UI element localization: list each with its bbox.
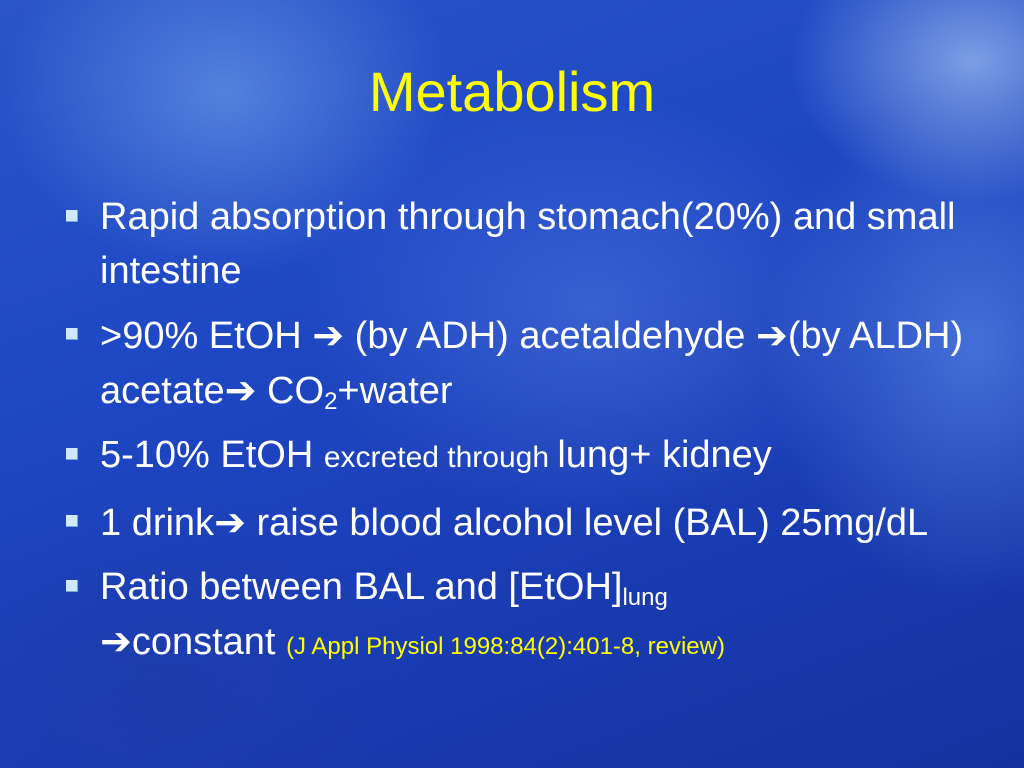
bullet-text: constant	[131, 621, 287, 663]
bullet-text: CO	[256, 370, 325, 412]
bullet-ratio	[62, 560, 982, 674]
bullet-text: 5-10% EtOH	[100, 434, 324, 476]
bullet-text: Rapid absorption through stomach(20%) and small intestine	[100, 196, 956, 292]
subscript: lung	[622, 584, 668, 611]
bullet-marker-icon	[66, 580, 78, 592]
bullet-text: Ratio between BAL and [EtOH]	[100, 566, 623, 608]
arrow-right-icon: ➔	[214, 500, 246, 544]
bullet-text: +water	[337, 370, 453, 412]
bullet-text: >90% EtOH	[100, 315, 313, 357]
bullet-marker-icon	[66, 448, 78, 460]
bullet-text: raise blood alcohol level (BAL) 25mg/dL	[245, 502, 929, 544]
bullet-text: (by ALDH) acetate	[100, 315, 964, 412]
bullet-oxidation	[62, 308, 982, 418]
arrow-right-icon: ➔	[100, 619, 132, 663]
arrow-right-icon: ➔	[224, 368, 257, 412]
bullet-text: (by ADH) acetaldehyde	[344, 315, 756, 357]
bullet-marker-icon	[66, 210, 78, 222]
slide-title: Metabolism	[368, 60, 656, 123]
bullet-marker-icon	[66, 515, 78, 527]
bullet-text: lung+ kidney	[557, 434, 772, 476]
arrow-right-icon: ➔	[312, 313, 345, 357]
bullet-excretion	[62, 428, 982, 485]
bullet-list	[62, 190, 982, 684]
bullet-text: 1 drink	[100, 502, 215, 544]
citation: (J Appl Physiol 1998:84(2):401-8, review)	[286, 633, 725, 660]
arrow-right-icon: ➔	[756, 313, 788, 357]
bullet-text-small: excreted through	[323, 441, 558, 474]
bullet-absorption	[62, 190, 982, 298]
subscript: 2	[324, 388, 338, 415]
bullet-one-drink	[62, 495, 982, 550]
bullet-marker-icon	[66, 328, 78, 340]
